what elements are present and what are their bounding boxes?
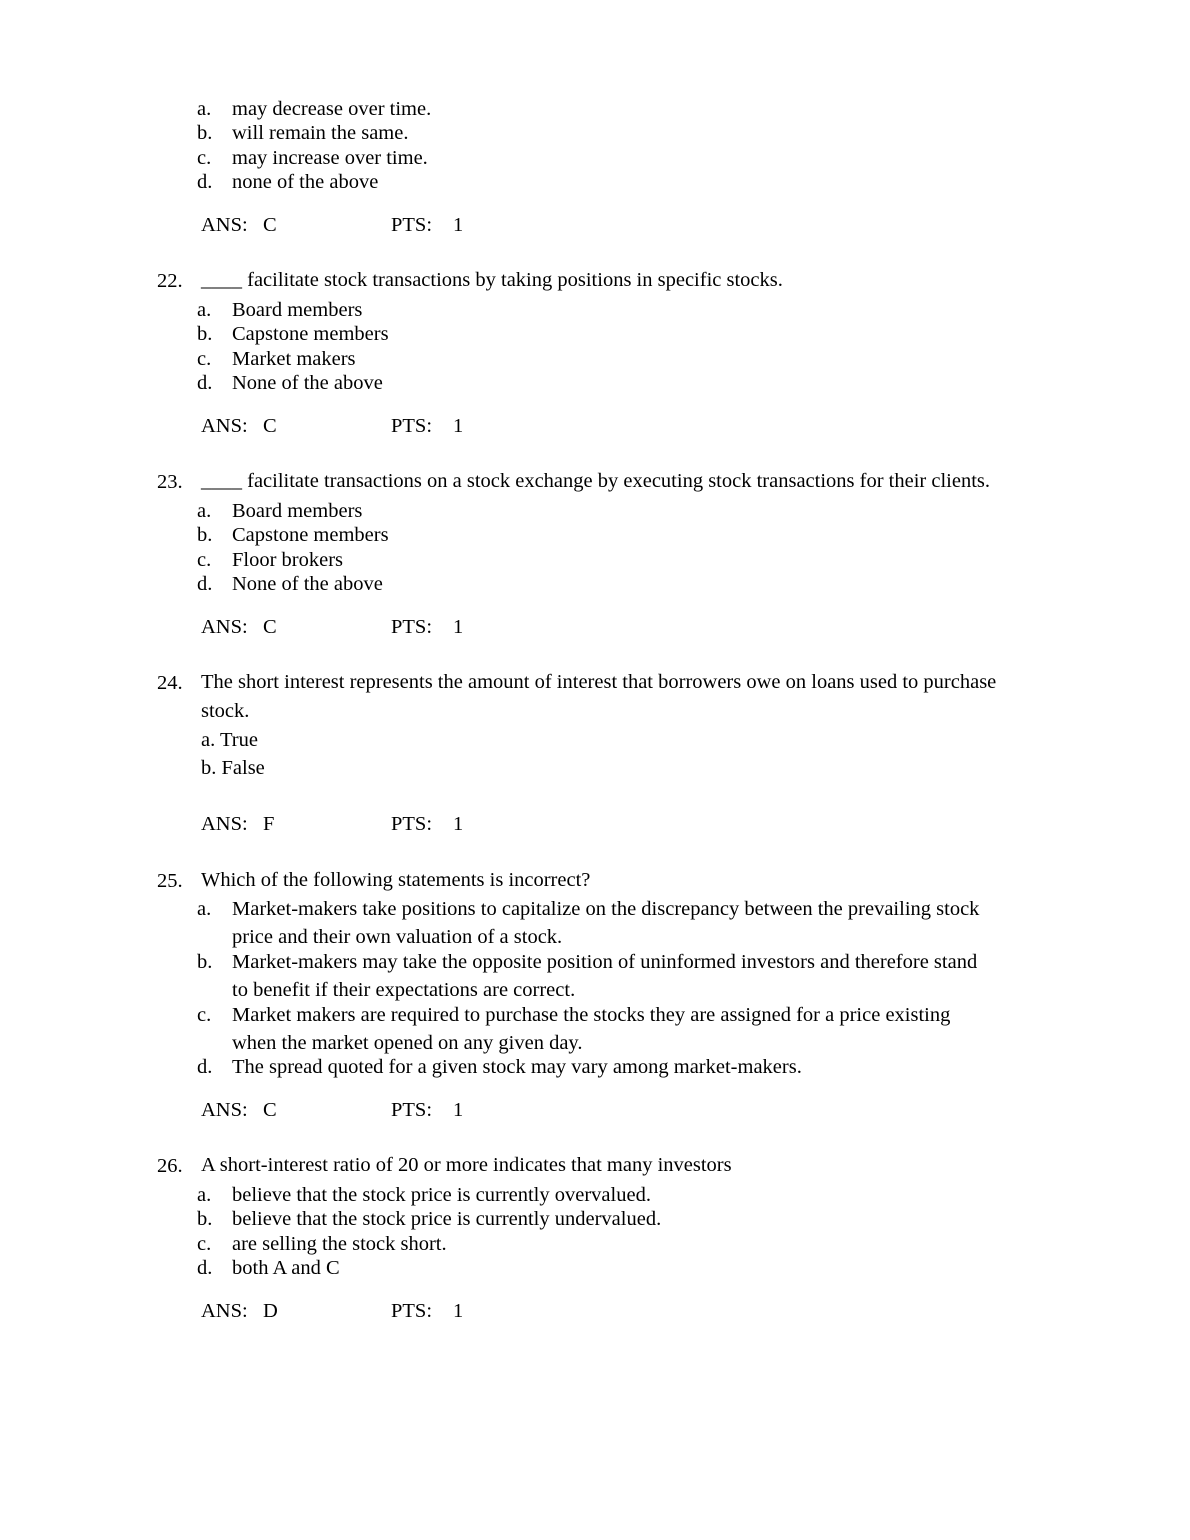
option-letter: a. <box>197 898 212 920</box>
ans-value: D <box>263 1300 278 1322</box>
q26-option-a <box>197 1183 651 1207</box>
option-text: None of the above <box>232 372 383 394</box>
option-text: Capstone members <box>232 524 389 546</box>
question-number: 23. <box>157 471 183 493</box>
option-letter: d. <box>197 1056 213 1078</box>
ans-label: ANS: <box>201 415 248 437</box>
q21-option-c <box>197 146 428 170</box>
ans-value: C <box>263 214 277 236</box>
option-letter: b. <box>197 1208 213 1230</box>
ans-value: F <box>263 813 275 835</box>
ans-label: ANS: <box>201 214 248 236</box>
option-text: may decrease over time. <box>232 98 432 120</box>
option-text: The spread quoted for a given stock may vary among market-makers. <box>232 1056 802 1078</box>
option-letter: b. <box>197 524 213 546</box>
option-letter: a. <box>197 299 212 321</box>
option-text: Board members <box>232 299 363 321</box>
q25-option-d <box>197 1053 992 1081</box>
pts-value: 1 <box>453 214 464 236</box>
pts-value: 1 <box>453 813 464 835</box>
option-letter: d. <box>197 372 213 394</box>
question-text: ____ facilitate stock transactions by taking positions in specific stocks. <box>201 269 783 291</box>
option-letter: d. <box>197 1257 213 1279</box>
q23-option-d <box>197 572 383 596</box>
question-text: ____ facilitate transactions on a stock exchange by executing stock transactions for their clients. <box>201 470 990 492</box>
q22-answer-line <box>201 414 463 438</box>
question-number: 26. <box>157 1155 183 1177</box>
q26-answer-line <box>201 1299 463 1323</box>
q25-option-b <box>197 948 992 1004</box>
option-text: Market-makers may take the opposite position of uninformed investors and therefore stand to benefit if their expectations are correct. <box>232 951 978 1001</box>
option-text: Market makers are required to purchase the stocks they are assigned for a price existing when the market opened on any given day. <box>232 1004 951 1054</box>
option-letter: a. <box>197 500 212 522</box>
ans-value: C <box>263 1099 277 1121</box>
ans-value: C <box>263 616 277 638</box>
q22-option-b <box>197 322 389 346</box>
option-letter: c. <box>197 348 212 370</box>
pts-label: PTS: <box>391 616 433 638</box>
q25-answer-line <box>201 1098 463 1122</box>
question-number: 24. <box>157 672 183 694</box>
q24-option-true: a. True <box>201 729 258 751</box>
question-number: 22. <box>157 270 183 292</box>
pts-label: PTS: <box>391 1300 433 1322</box>
q26-option-b <box>197 1207 661 1231</box>
q24-option-false: b. False <box>201 757 265 779</box>
q21-option-d <box>197 170 378 194</box>
q26-option-c <box>197 1232 447 1256</box>
ans-label: ANS: <box>201 1300 248 1322</box>
option-letter: d. <box>197 573 213 595</box>
question-text: A short-interest ratio of 20 or more indicates that many investors <box>201 1154 732 1176</box>
q23-option-b <box>197 523 389 547</box>
option-letter: b. <box>197 323 213 345</box>
q23-option-c <box>197 548 343 572</box>
q25-option-a <box>197 895 992 951</box>
option-text: believe that the stock price is currently overvalued. <box>232 1184 651 1206</box>
q22-option-a <box>197 298 362 322</box>
pts-label: PTS: <box>391 214 433 236</box>
option-letter: b. <box>197 951 213 973</box>
q22-option-d <box>197 371 383 395</box>
option-text: Floor brokers <box>232 549 344 571</box>
pts-value: 1 <box>453 616 464 638</box>
option-text: none of the above <box>232 171 379 193</box>
option-text: believe that the stock price is currently undervalued. <box>232 1208 662 1230</box>
q22-option-c <box>197 347 356 371</box>
question-text: The short interest represents the amount of interest that borrowers owe on loans used to purchase stock. <box>201 671 997 722</box>
pts-value: 1 <box>453 1099 464 1121</box>
pts-label: PTS: <box>391 415 433 437</box>
question-number: 25. <box>157 870 183 892</box>
q26-option-d <box>197 1256 340 1280</box>
option-letter: a. <box>197 98 212 120</box>
ans-label: ANS: <box>201 1099 248 1121</box>
option-text: Capstone members <box>232 323 389 345</box>
option-text: Board members <box>232 500 363 522</box>
pts-value: 1 <box>453 415 464 437</box>
option-text: may increase over time. <box>232 147 428 169</box>
ans-label: ANS: <box>201 813 248 835</box>
option-text: None of the above <box>232 573 383 595</box>
pts-label: PTS: <box>391 1099 433 1121</box>
option-text: will remain the same. <box>232 122 409 144</box>
ans-label: ANS: <box>201 616 248 638</box>
option-letter: c. <box>197 549 212 571</box>
pts-label: PTS: <box>391 813 433 835</box>
option-text: Market-makers take positions to capitalize on the discrepancy between the prevailing stock price and their own valuation of a stock. <box>232 898 980 948</box>
q21-answer-line <box>201 213 463 237</box>
option-letter: c. <box>197 1004 212 1026</box>
q21-option-a <box>197 97 431 121</box>
option-letter: a. <box>197 1184 212 1206</box>
option-text: Market makers <box>232 348 356 370</box>
pts-value: 1 <box>453 1300 464 1322</box>
option-text: both A and C <box>232 1257 340 1279</box>
q21-option-b <box>197 121 408 145</box>
question-text: Which of the following statements is incorrect? <box>201 869 591 891</box>
q25-option-c <box>197 1001 992 1057</box>
option-letter: c. <box>197 1233 212 1255</box>
option-letter: b. <box>197 122 213 144</box>
option-letter: d. <box>197 171 213 193</box>
q23-answer-line <box>201 615 463 639</box>
q23-option-a <box>197 499 362 523</box>
option-letter: c. <box>197 147 212 169</box>
ans-value: C <box>263 415 277 437</box>
q24-answer-line <box>201 812 463 836</box>
option-text: are selling the stock short. <box>232 1233 447 1255</box>
